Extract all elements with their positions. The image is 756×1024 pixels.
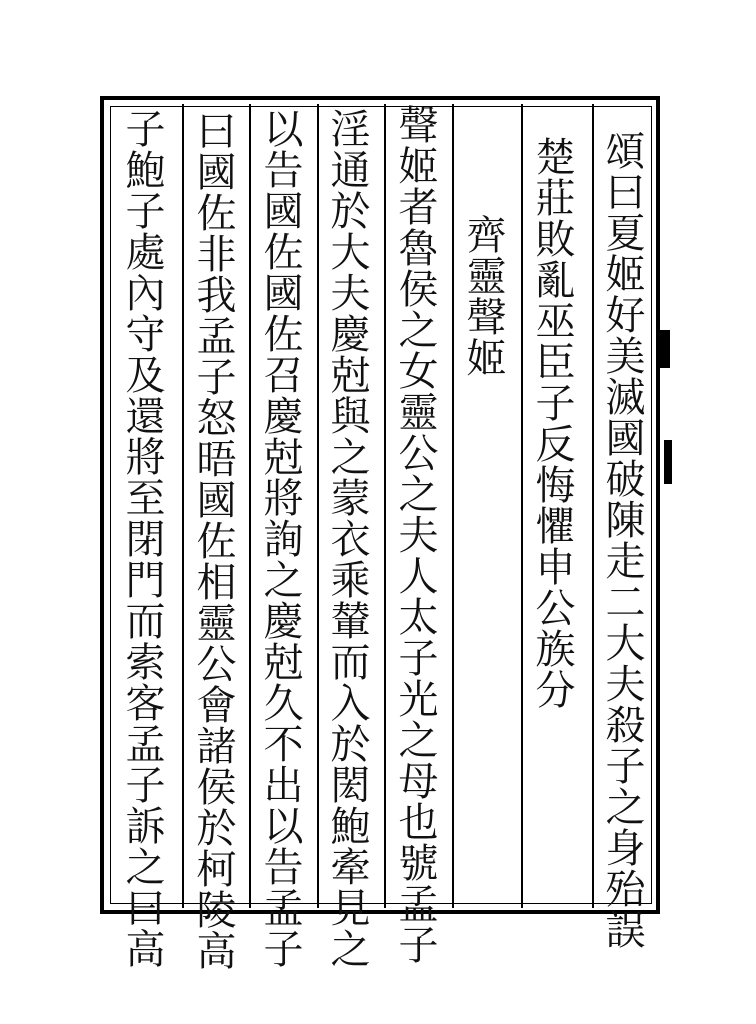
- column-rule: [182, 104, 184, 908]
- column-rule: [592, 104, 594, 908]
- text-column-8: 子鮑子處內守及還將至閉門而索客孟子訴之曰高: [119, 108, 165, 969]
- column-rule: [452, 104, 454, 908]
- text-column-6: 以告國佐國佐召慶尅將詢之慶尅久不出以告孟子: [257, 108, 303, 969]
- column-rule: [317, 104, 319, 908]
- text-column-2: 楚莊敗亂巫臣子反悔懼申公族分: [529, 136, 575, 710]
- text-column-4: 聲姬者魯侯之女靈公之夫人太子光之母也號孟子: [392, 104, 438, 965]
- column-rule: [384, 104, 386, 908]
- column-rule: [249, 104, 251, 908]
- text-column-5: 淫通於大夫慶尅與之蒙衣乘輦而入於閎鮑牽見之: [324, 108, 370, 969]
- text-column-7: 曰國佐非我孟子怒晤國佐相靈公會諸侯於柯陵高: [190, 110, 236, 971]
- text-column-heading: 齊靈聲姬: [460, 214, 506, 378]
- margin-mark: [660, 330, 670, 368]
- margin-mark: [664, 440, 672, 484]
- column-rule: [521, 104, 523, 908]
- text-column-1: 頌曰夏姬好美滅國破陳走二大夫殺子之身殆誤: [599, 130, 645, 950]
